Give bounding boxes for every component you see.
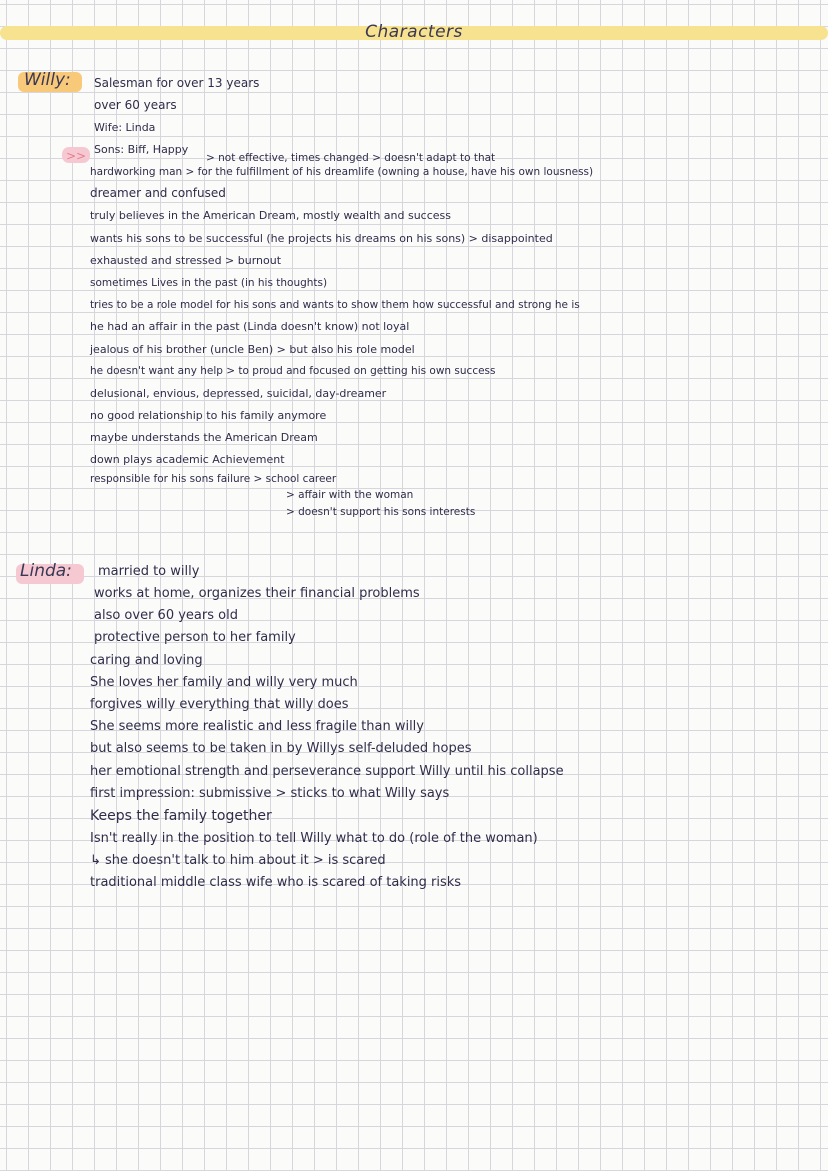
linda-line: caring and loving (90, 653, 203, 668)
linda-line: Isn't really in the position to tell Willy what to do (role of the woman) (90, 831, 538, 846)
willy-line: tries to be a role model for his sons and wants to show them how successful and strong he is (90, 299, 580, 311)
linda-line: her emotional strength and perseverance support Willy until his collapse (90, 764, 564, 779)
willy-line: sometimes Lives in the past (in his thoughts) (90, 277, 328, 289)
linda-label: Linda: (20, 561, 72, 581)
willy-line: > doesn't support his sons interests (286, 506, 476, 518)
linda-line: but also seems to be taken in by Willys self-deluded hopes (90, 741, 472, 756)
willy-line: Sons: Biff, Happy (94, 143, 189, 156)
willy-label: Willy: (24, 70, 71, 90)
linda-line: forgives willy everything that willy does (90, 697, 349, 712)
willy-line: > affair with the woman (286, 489, 414, 501)
willy-line: maybe understands the American Dream (90, 431, 318, 444)
willy-line: over 60 years (94, 98, 177, 112)
linda-line: married to willy (98, 564, 200, 579)
linda-line: ↳ she doesn't talk to him about it > is scared (90, 853, 386, 868)
willy-line: Salesman for over 13 years (94, 76, 260, 90)
linda-line: She seems more realistic and less fragile than willy (90, 719, 424, 734)
linda-line: protective person to her family (94, 630, 296, 645)
arrow-marker: >> (66, 149, 87, 163)
willy-line: jealous of his brother (uncle Ben) > but also his role model (90, 343, 415, 356)
willy-line: Wife: Linda (94, 121, 156, 134)
page-title: Characters (365, 22, 463, 42)
willy-line: hardworking man > for the fulfillment of his dreamlife (owning a house, have his own lousness) (90, 166, 594, 178)
willy-line: he doesn't want any help > to proud and focused on getting his own success (90, 365, 496, 377)
willy-line: exhausted and stressed > burnout (90, 254, 282, 267)
willy-line: > not effective, times changed > doesn't adapt to that (206, 152, 496, 164)
willy-line: dreamer and confused (90, 186, 226, 200)
willy-line: no good relationship to his family anymore (90, 409, 327, 422)
linda-line: works at home, organizes their financial problems (94, 586, 420, 601)
linda-line: also over 60 years old (94, 608, 238, 623)
willy-line: delusional, envious, depressed, suicidal, day-dreamer (90, 387, 387, 400)
willy-line: responsible for his sons failure > school career (90, 473, 337, 485)
linda-line: traditional middle class wife who is scared of taking risks (90, 875, 462, 890)
linda-line: Keeps the family together (90, 808, 272, 824)
willy-line: down plays academic Achievement (90, 453, 285, 466)
willy-line: he had an affair in the past (Linda doesn't know) not loyal (90, 320, 410, 333)
linda-line: first impression: submissive > sticks to what Willy says (90, 786, 450, 801)
linda-line: She loves her family and willy very much (90, 675, 358, 690)
willy-line: truly believes in the American Dream, mostly wealth and success (90, 209, 452, 222)
willy-line: wants his sons to be successful (he projects his dreams on his sons) > disappointed (90, 232, 553, 245)
